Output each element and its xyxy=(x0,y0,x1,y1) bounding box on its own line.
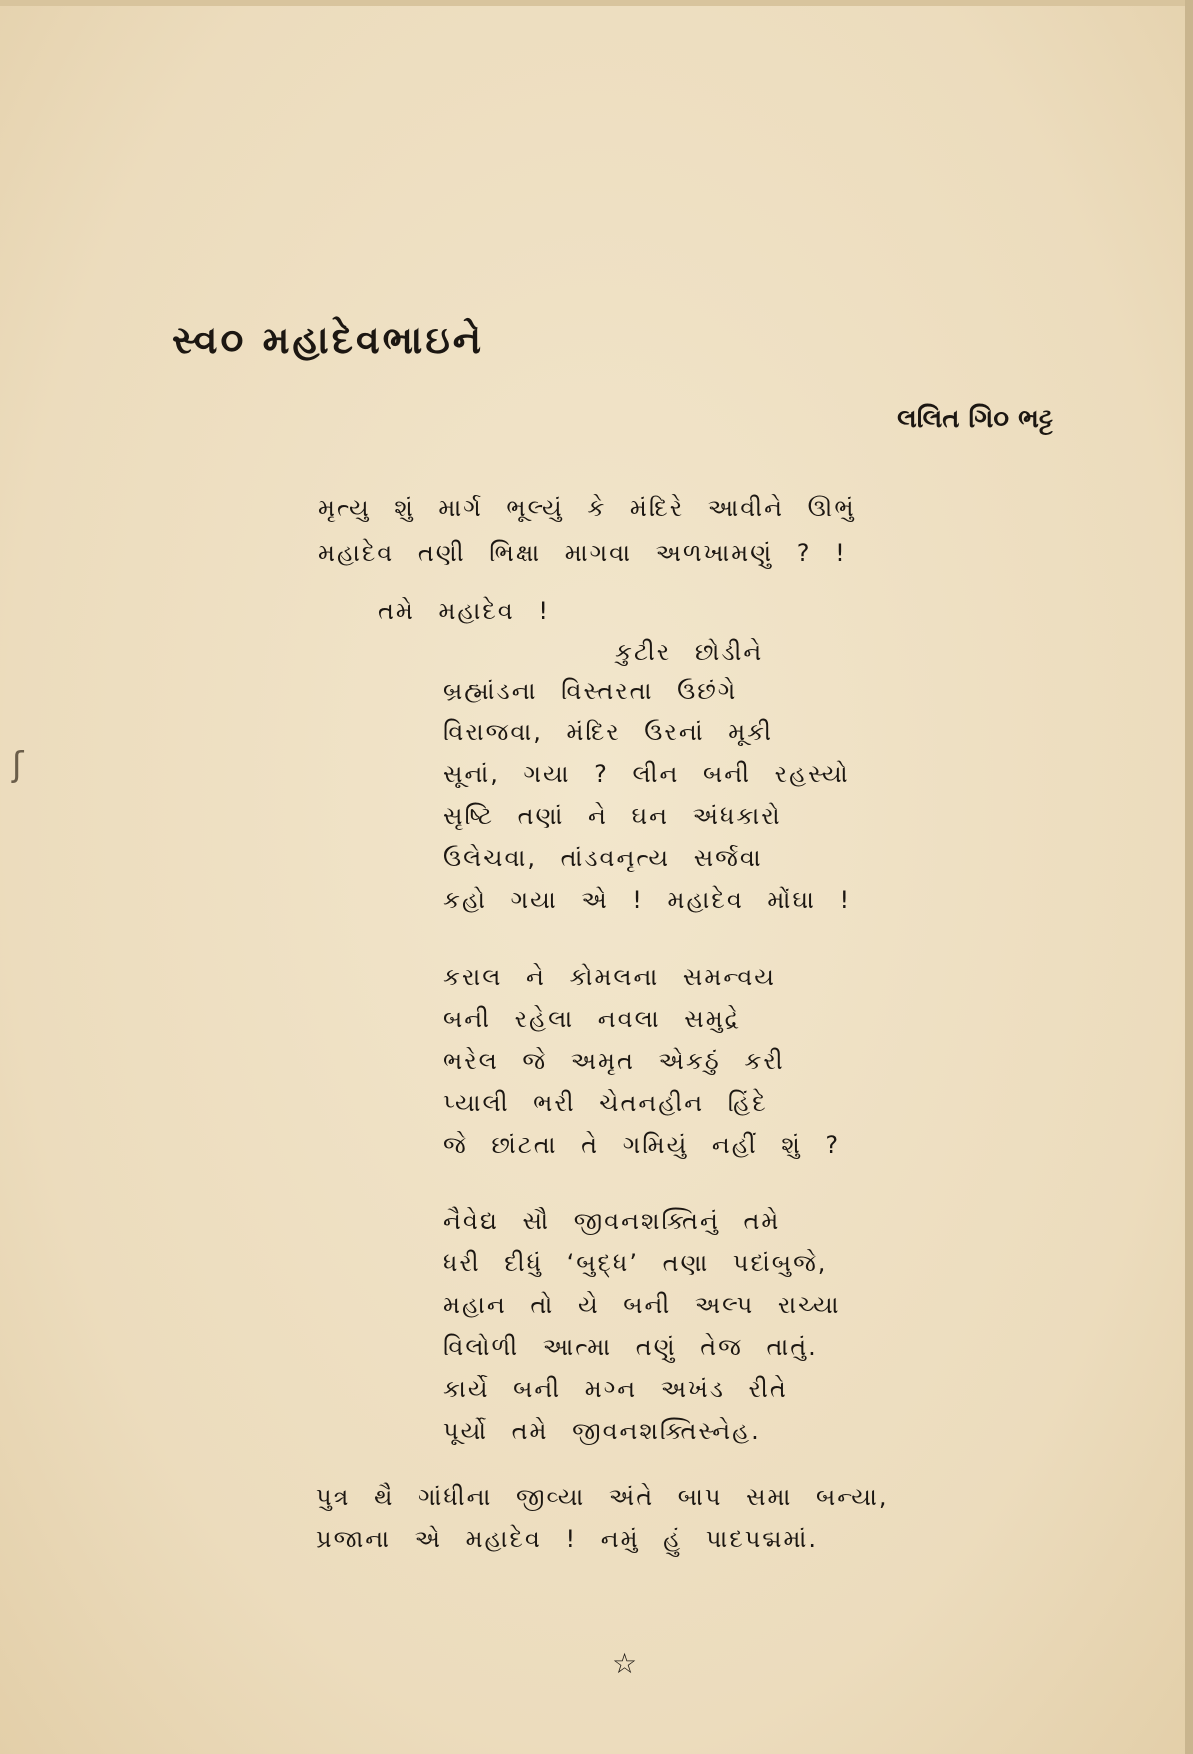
poem-line: પુત્ર થૈ ગાંધીના જીવ્યા અંતે બાપ સમા બન્યા, xyxy=(316,1483,889,1511)
poem-line: વિલોળી આત્મા તણું તેજ તાતું. xyxy=(443,1333,818,1361)
poem-line: પ્રજાના એ મહાદેવ ! નમું હું પાદપદ્મમાં. xyxy=(316,1525,819,1553)
poem-line: જે છાંટતા તે ગમિયું નહીં શું ? xyxy=(443,1131,841,1159)
poem-line: વિરાજવા, મંદિર ઉરનાં મૂકી xyxy=(443,718,773,746)
poem-address: તમે મહાદેવ ! xyxy=(378,597,550,625)
poem-line: બ્રહ્માંડના વિસ્તરતા ઉછંગે xyxy=(443,677,738,705)
poem-line: કરાલ ને કોમલના સમન્વય xyxy=(443,963,776,991)
poem-line: નૈવેદ્ય સૌ જીવનશક્તિનું તમે xyxy=(443,1207,781,1235)
poem-line: મહાન તો યે બની અલ્પ રાચ્યા xyxy=(443,1291,841,1319)
poem-title: સ્વ૦ મહાદેવભાઇને xyxy=(172,318,485,362)
poem-line: ઉલેચવા, તાંડવનૃત્ય સર્જવા xyxy=(443,844,763,872)
poem-line: ધરી દીધું ‘બુદ્ધ’ તણા પદાંબુજે, xyxy=(443,1249,828,1277)
binding-mark: ʃ xyxy=(12,745,24,785)
poem-line: કાર્યે બની મગ્ન અખંડ રીતે xyxy=(443,1375,788,1403)
poem-line: મૃત્યુ શું માર્ગ ભૂલ્યું કે મંદિરે આવીને ઊભું xyxy=(318,494,856,522)
star-ornament-icon: ☆ xyxy=(612,1647,638,1680)
poem-line: કહો ગયા એ ! મહાદેવ મોંઘા ! xyxy=(443,886,852,914)
poem-line: પૂર્યો તમે જીવનશક્તિસ્નેહ. xyxy=(443,1417,761,1445)
poem-line: બની રહેલા નવલા સમુદ્રે xyxy=(443,1005,741,1033)
poem-line: ભરેલ જે અમૃત એકઠું કરી xyxy=(443,1047,785,1075)
poem-line: સૃષ્ટિ તણાં ને ઘન અંધકારો xyxy=(443,802,782,830)
poem-line: કુટીર છોડીને xyxy=(615,638,764,666)
poem-line: સૂનાં, ગયા ? લીન બની રહસ્યો xyxy=(443,760,850,788)
page-edge-right xyxy=(1185,0,1193,1754)
page-edge-top xyxy=(0,0,1193,6)
poem-line: પ્યાલી ભરી ચેતનહીન હિંદે xyxy=(443,1089,768,1117)
poem-line: મહાદેવ તણી ભિક્ષા માગવા અળખામણું ? ! xyxy=(318,539,847,567)
poem-author: લલિત ગિ૦ ભટ્ટ xyxy=(897,404,1053,434)
